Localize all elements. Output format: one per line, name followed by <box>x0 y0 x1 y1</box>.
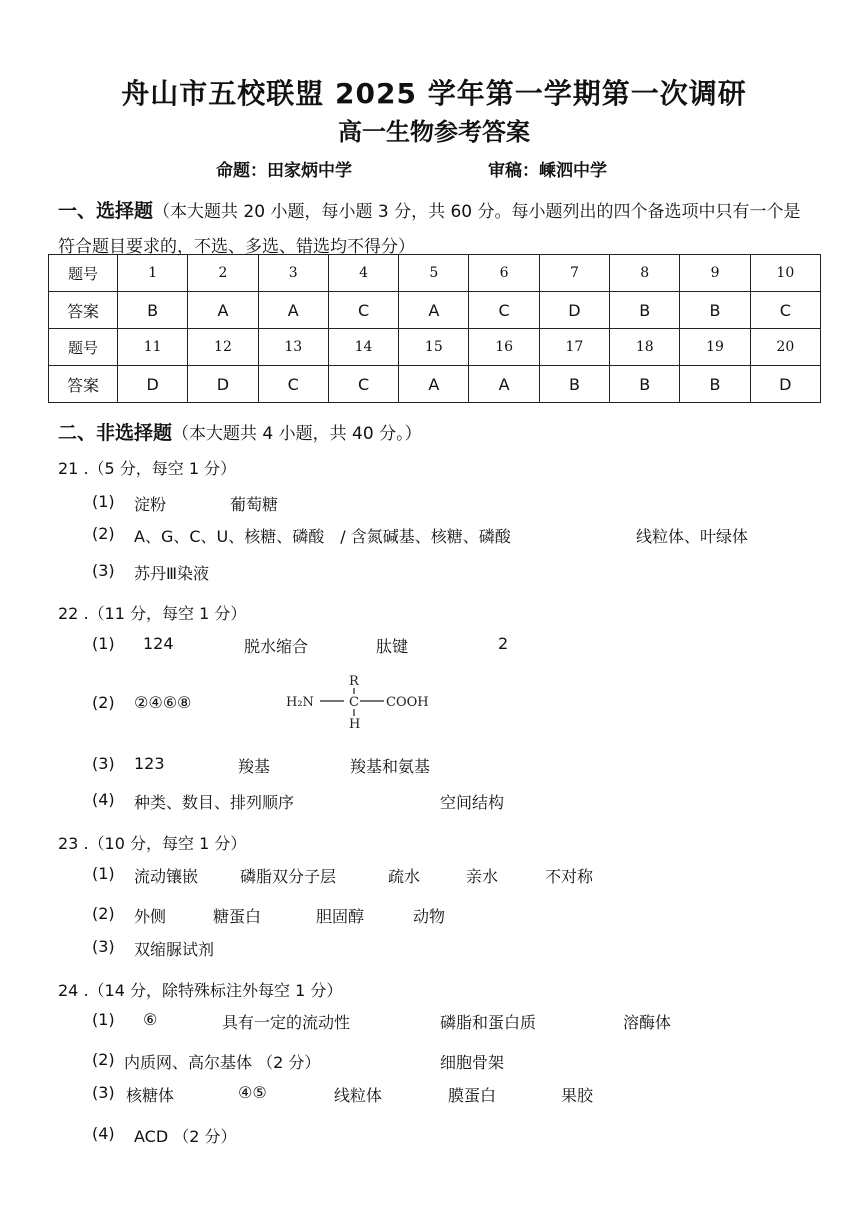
q21-p1-answer-a: 淀粉 <box>134 495 167 514</box>
answer-cell: B <box>539 366 609 403</box>
q23-p1-answer-c: 疏水 <box>388 867 421 886</box>
q21-p2-answer-b: 线粒体、叶绿体 <box>636 527 749 546</box>
row-label-number: 题号 <box>49 329 118 366</box>
q21-p1-label: (1) <box>92 492 115 511</box>
row-label-number: 题号 <box>49 255 118 292</box>
q21-p1-answer-b: 葡萄糖 <box>230 495 279 514</box>
q21-p2-label: (2) <box>92 524 115 543</box>
q22-p4-label: (4) <box>92 790 115 809</box>
q24-p3-answer-a: 核糖体 <box>126 1086 175 1105</box>
table-row <box>49 366 821 403</box>
q24-p2-label: (2) <box>92 1050 115 1069</box>
question-number: 10 <box>750 255 820 292</box>
answer-cell: A <box>399 292 469 329</box>
row-label-answer: 答案 <box>49 366 118 403</box>
q21-p3-answer-a: 苏丹Ⅲ染液 <box>134 564 210 583</box>
q23-p2-answer-a: 外侧 <box>134 907 167 926</box>
answer-cell: D <box>188 366 258 403</box>
q21-header: 21 .（5 分，每空 1 分） <box>58 459 237 478</box>
q22-p1-answer-a: 124 <box>143 634 174 653</box>
answer-cell: B <box>610 292 680 329</box>
section2-note: （本大题共 4 小题，共 40 分。） <box>172 424 422 444</box>
formula-hydrogen: H <box>349 717 361 732</box>
table-row <box>49 292 821 329</box>
question-number: 8 <box>610 255 680 292</box>
q22-p4-answer-a: 种类、数目、排列顺序 <box>134 793 295 812</box>
formula-r-group: R <box>349 674 359 689</box>
question-number: 12 <box>188 329 258 366</box>
question-number: 14 <box>328 329 398 366</box>
q22-p2-answer-a: ②④⑥⑧ <box>134 693 192 712</box>
question-number: 4 <box>328 255 398 292</box>
document-subtitle: 高一生物参考答案 <box>338 118 530 146</box>
answer-cell: D <box>118 366 188 403</box>
answer-cell: C <box>469 292 539 329</box>
answer-cell: C <box>328 366 398 403</box>
question-number: 2 <box>188 255 258 292</box>
q23-p1-answer-e: 不对称 <box>545 867 594 886</box>
answer-table <box>48 254 821 403</box>
section1-note-line2: 符合题目要求的，不选、多选、错选均不得分） <box>58 237 415 257</box>
formula-carboxyl-group: COOH <box>386 695 429 710</box>
question-number: 6 <box>469 255 539 292</box>
answer-cell: A <box>188 292 258 329</box>
answer-cell: A <box>399 366 469 403</box>
q22-p1-answer-d: 2 <box>498 634 509 653</box>
q21-p3-label: (3) <box>92 561 115 580</box>
q21-p2-answer-a: A、G、C、U、核糖、磷酸 / 含氮碱基、核糖、磷酸 <box>134 527 511 546</box>
question-number: 18 <box>610 329 680 366</box>
q23-p2-answer-c: 胆固醇 <box>316 907 365 926</box>
q24-p1-answer-d: 溶酶体 <box>623 1013 672 1032</box>
question-number: 5 <box>399 255 469 292</box>
answer-cell: C <box>750 292 820 329</box>
question-number: 3 <box>258 255 328 292</box>
answer-cell: C <box>328 292 398 329</box>
question-number: 11 <box>118 329 188 366</box>
answer-cell: B <box>680 292 750 329</box>
question-number: 17 <box>539 329 609 366</box>
q22-p2-label: (2) <box>92 693 115 712</box>
q24-p3-answer-c: 线粒体 <box>334 1086 383 1105</box>
answer-cell: B <box>118 292 188 329</box>
q23-p1-answer-b: 磷脂双分子层 <box>240 867 337 886</box>
formula-alpha-carbon: C <box>349 695 359 710</box>
question-number: 13 <box>258 329 328 366</box>
amino-acid-structure-formula <box>280 672 460 732</box>
answer-cell: D <box>750 366 820 403</box>
q24-p1-answer-c: 磷脂和蛋白质 <box>440 1013 537 1032</box>
answer-cell: B <box>680 366 750 403</box>
q23-p3-answer-a: 双缩脲试剂 <box>134 940 215 959</box>
q22-p1-answer-c: 肽键 <box>376 637 409 656</box>
question-number: 7 <box>539 255 609 292</box>
q24-p3-answer-b: ④⑤ <box>238 1083 267 1102</box>
q24-p1-answer-a: ⑥ <box>143 1010 158 1029</box>
q23-p1-label: (1) <box>92 864 115 883</box>
q24-header: 24 .（14 分，除特殊标注外每空 1 分） <box>58 981 343 1000</box>
question-number: 20 <box>750 329 820 366</box>
q22-p3-answer-a: 123 <box>134 754 165 773</box>
q23-p2-answer-d: 动物 <box>413 907 446 926</box>
answer-cell: A <box>469 366 539 403</box>
row-label-answer: 答案 <box>49 292 118 329</box>
q22-p3-answer-b: 羧基 <box>238 757 271 776</box>
q23-p1-answer-a: 流动镶嵌 <box>134 867 199 886</box>
q22-p3-answer-c: 羧基和氨基 <box>350 757 431 776</box>
section1-line1 <box>58 196 801 223</box>
answer-cell: B <box>610 366 680 403</box>
q23-p3-label: (3) <box>92 937 115 956</box>
answer-cell: D <box>539 292 609 329</box>
section2-heading: 二、非选择题 <box>58 422 173 444</box>
question-number: 16 <box>469 329 539 366</box>
q23-p2-answer-b: 糖蛋白 <box>213 907 262 926</box>
section1-heading: 一、选择题 <box>58 200 154 222</box>
table-row <box>49 329 821 366</box>
reviewer-label: 审稿：嵊泗中学 <box>488 161 607 181</box>
q24-p3-label: (3) <box>92 1083 115 1102</box>
q24-p2-answer-b: 细胞骨架 <box>440 1053 505 1072</box>
section2-line <box>58 418 422 445</box>
section1-note-line1: （本大题共 20 小题，每小题 3 分，共 60 分。每小题列出的四个备选项中只有一个是 <box>153 202 801 222</box>
q24-p3-answer-e: 果胶 <box>561 1086 594 1105</box>
proposer-label: 命题：田家炳中学 <box>216 161 352 181</box>
q24-p3-answer-d: 膜蛋白 <box>448 1086 497 1105</box>
question-number: 19 <box>680 329 750 366</box>
q22-header: 22 .（11 分，每空 1 分） <box>58 604 247 623</box>
q23-p2-label: (2) <box>92 904 115 923</box>
document-title: 舟山市五校联盟 2025 学年第一学期第一次调研 <box>121 77 747 110</box>
q22-p1-label: (1) <box>92 634 115 653</box>
q22-p4-answer-b: 空间结构 <box>440 793 505 812</box>
q23-header: 23 .（10 分，每空 1 分） <box>58 834 247 853</box>
q24-p1-label: (1) <box>92 1010 115 1029</box>
q22-p1-answer-b: 脱水缩合 <box>244 637 309 656</box>
formula-amino-group: H₂N <box>286 695 314 710</box>
answer-cell: C <box>258 366 328 403</box>
q23-p1-answer-d: 亲水 <box>466 867 499 886</box>
question-number: 15 <box>399 329 469 366</box>
q24-p2-answer-a: 内质网、高尔基体 （2 分） <box>124 1053 321 1072</box>
q24-p4-answer-a: ACD （2 分） <box>134 1127 237 1146</box>
answer-cell: A <box>258 292 328 329</box>
q22-p3-label: (3) <box>92 754 115 773</box>
q24-p4-label: (4) <box>92 1124 115 1143</box>
table-row <box>49 255 821 292</box>
question-number: 9 <box>680 255 750 292</box>
question-number: 1 <box>118 255 188 292</box>
q24-p1-answer-b: 具有一定的流动性 <box>222 1013 351 1032</box>
